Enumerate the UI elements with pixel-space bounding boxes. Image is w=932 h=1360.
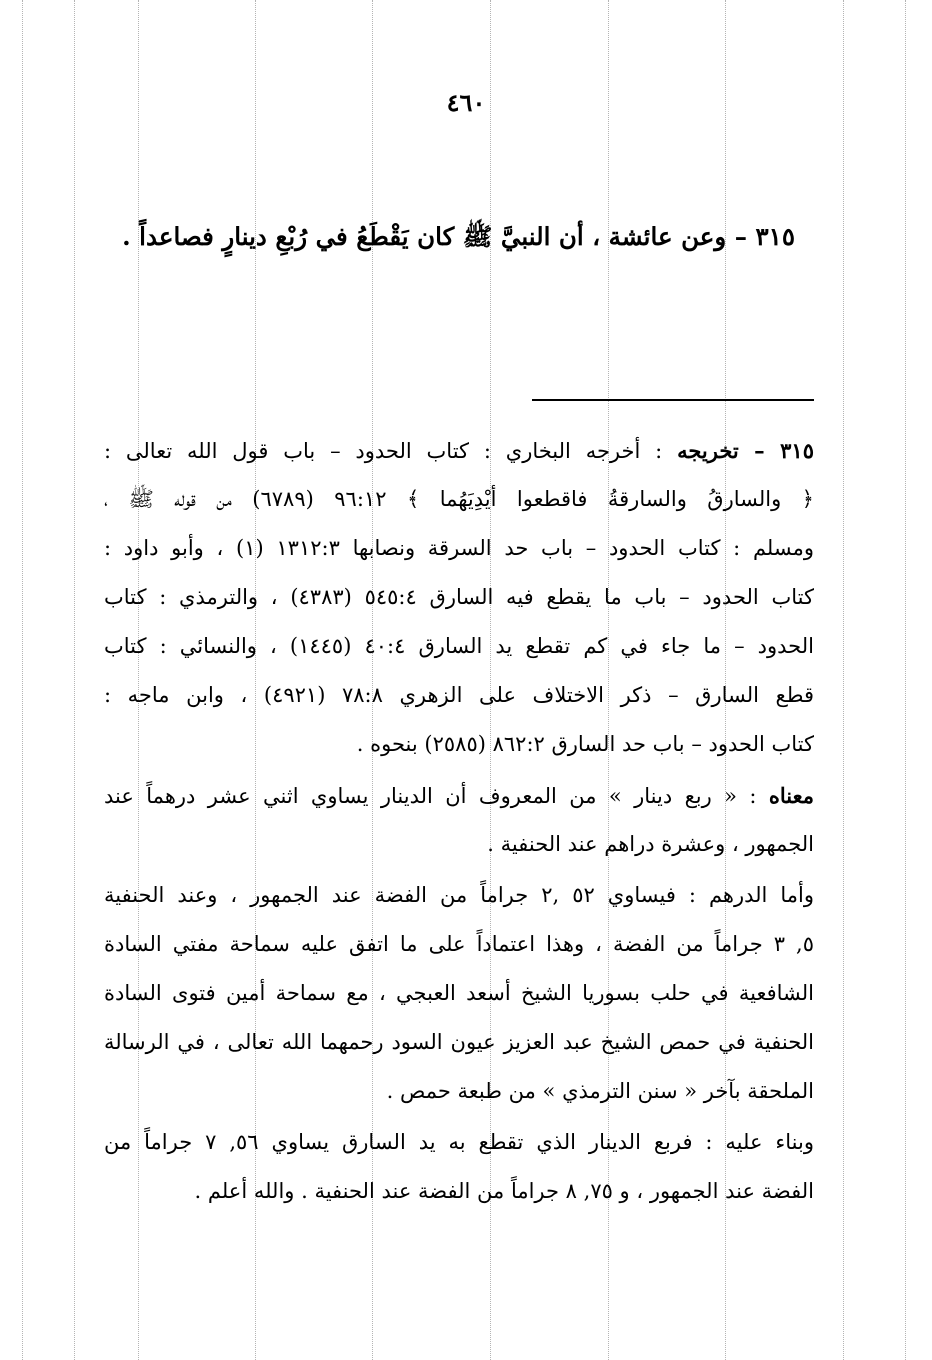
paragraph-line: ٣١٥ – تخريجه : أخرجه البخاري : كتاب الحدود – باب قول الله تعالى :: [104, 438, 814, 463]
page-guide-line: [74, 0, 75, 1360]
paragraph-line: قطع السارق – ذكر الاختلاف على الزهري ٧٨:٨ (٤٩٢١) ، وابن ماجه :: [104, 683, 814, 707]
lead-word: معناه: [768, 783, 814, 808]
paragraph-line: الجمهور ، وعشرة دراهم عند الحنفية .: [487, 832, 814, 856]
lead-word: ٣١٥ – تخريجه: [677, 438, 814, 463]
paragraph-line: ٥, ٣ جراماً من الفضة ، وهذا اعتماداً على ما اتفق عليه سماحة مفتي السادة: [104, 932, 814, 956]
paragraph-line: الحدود – ما جاء في كم تقطع يد السارق ٤٠:٤ (١٤٤٥) ، والنسائي : كتاب: [104, 634, 814, 658]
dirham-paragraph: [104, 871, 814, 1116]
footnote-separator: [532, 399, 814, 401]
hadith-text: ٣١٥ – وعن عائشة ، أن النبيَّ ﷺ كان يَقْطَعُ في رُبْعِ دينارٍ فصاعداً .: [122, 222, 795, 251]
paragraph-line: وأما الدرهم : فيساوي ٥٢ ,٢ جراماً من الفضة عند الجمهور ، وعند الحنفية: [104, 883, 815, 907]
paragraph-line: الحنفية في حمص الشيخ عبد العزيز عيون السود رحمهما الله تعالى ، في الرسالة: [104, 1030, 814, 1054]
paragraph-line: ﴿ والسارقُ والسارقةُ فاقطعوا أيْدِيَهُما ﴾ ٩٦:١٢ (٦٧٨٩) من قوله ﷺ ،: [104, 487, 814, 511]
page-guide-line: [22, 0, 23, 1360]
page-guide-line: [905, 0, 906, 1360]
takhrij-paragraph: [104, 426, 814, 769]
paragraph-line: الفضة عند الجمهور ، و ٧٥, ٨ جراماً من الفضة عند الحنفية . والله أعلم .: [194, 1179, 814, 1203]
paragraph-line: كتاب الحدود – باب ما يقطع فيه السارق ٥٤٥:٤ (٤٣٨٣) ، والترمذي : كتاب: [104, 585, 814, 609]
page-number: ٤٦٠: [446, 88, 486, 117]
paragraph-line: معناه : « ربع دينار » من المعروف أن الدينار يساوي اثني عشر درهماً عند: [104, 783, 814, 808]
paragraph-line: ومسلم : كتاب الحدود – باب حد السرقة ونصابها ١٣١٢:٣ (١) ، وأبو داود :: [104, 536, 814, 560]
paragraph-line: الشافعية في حلب بسوريا الشيخ أسعد العبجي ، مع سماحة أمين فتوى السادة: [104, 981, 814, 1005]
conclusion-paragraph: [104, 1118, 814, 1216]
paragraph-line: وبناء عليه : فربع الدينار الذي تقطع به يد السارق يساوي ٥٦, ٧ جراماً من: [104, 1130, 814, 1154]
paragraph-line: الملحقة بآخر « سنن الترمذي » من طبعة حمص .: [386, 1079, 814, 1103]
paragraph-line: كتاب الحدود – باب حد السارق ٨٦٢:٢ (٢٥٨٥) بنحوه .: [356, 732, 814, 756]
meaning-paragraph: [104, 771, 814, 869]
footnotes: [104, 426, 814, 1218]
page-guide-line: [843, 0, 844, 1360]
